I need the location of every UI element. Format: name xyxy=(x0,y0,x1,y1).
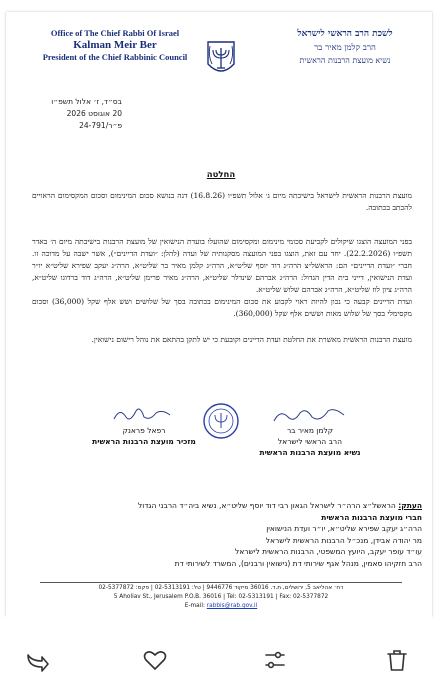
edit-icon[interactable] xyxy=(262,647,288,673)
heart-icon[interactable] xyxy=(142,647,168,673)
gregorian-date: 20 אוגוסט 2026 xyxy=(66,109,122,118)
paragraph-2: בפני המועצה הוצגו שיקולים לקביעת סכומי מינימום ומקסימום שהועלו בועדת הנישואין של מועצת הרבנות בישיבתה מיום ה׳ באדר תשפ״ו (22.2.2026). יחד עם זאת, הוצגו בפני המועצה מסקנותיה של ועדה (להלן: ״ועדת הדיינים״), אשר ישבה על מדוכה זו. חברי ״ועדת הדיינים״ הם: הראשל״צ הרה״ג דוד יוסף שליט״א, הרה״ג קלמן מאיר בר שליט״א, הרה״ג יעקב שפירא שליט״א יו״ר ועדת הנישואין, דייני בית הדין הגדול: הרה״ג אברהם שינדלר שליט״א, הרה״ג מאיר פרימן שליט״א, הרה״ג דוד ברדוגו שליט״א, הרה״ג ציון לוז שליט״א, הרה״ג אברהם שלוש שליט״א. xyxy=(32,237,412,294)
title-he: נשיא מועצת הרבנות הראשית xyxy=(299,56,391,65)
copies-line-6: הרב חזקיהו סאמין, מנהל אגף שירותי דת (נישואין ורבנים), המשרד לשירותי דת xyxy=(174,558,422,568)
handwritten-signature-left xyxy=(84,403,204,425)
name-en: Kalman Meir Ber xyxy=(73,39,157,51)
secretary-title: מזכיר מועצת הרבנות הראשית xyxy=(92,437,196,446)
copies-list xyxy=(42,500,422,569)
status-bar xyxy=(0,0,442,12)
official-seal-icon xyxy=(202,402,240,440)
chief-rabbi-title-2: נשיא מועצת הרבנות הראשית xyxy=(259,448,361,457)
copies-line-2: חברי מועצת הרבנות הראשית xyxy=(321,512,422,522)
letterhead-english xyxy=(30,28,200,62)
signature-chief-rabbi xyxy=(250,403,370,458)
paragraph-1: מועצת הרבנות הראשית לישראל בישיבתה מיום ג׳ אלול תשפ״ו (16.8.26) דנה בנושא סכום המינימום וסכום המקסימום הראויים להכתב בכתובה. xyxy=(32,191,412,212)
letterhead-hebrew xyxy=(270,28,420,65)
office-he: לשכת הרב הראשי לישראל xyxy=(297,29,393,39)
handwritten-signature-right xyxy=(250,403,370,425)
email-label: E-mail: xyxy=(184,603,205,609)
copies-line-5: עו״ד עופר יעקב, היועץ המשפטי, הרבנות הראשית לישראל xyxy=(235,547,422,556)
copies-label: העתק: xyxy=(398,501,422,510)
reference-number: פ״ר/24-791 xyxy=(79,121,122,130)
hebrew-date: בס״ד, ז׳ אלול תשפ״ו xyxy=(51,97,122,106)
copies-line-3: הרה״ג יעקב שפירא שליט״א, יו״ר ועדת הנישואין xyxy=(266,524,422,533)
action-bar xyxy=(0,617,442,680)
share-icon[interactable] xyxy=(24,647,50,673)
secretary-name: רפאל פראנק xyxy=(122,426,166,435)
decision-title: החלטה xyxy=(206,170,236,180)
chief-rabbi-name: קלמן מאיר בר xyxy=(286,426,334,435)
name-he: הרב קלמן מאיר בר xyxy=(314,43,376,53)
reference-block xyxy=(42,96,122,132)
copies-line-1: העתק: הראשל״צ הרה״ר לישראל הגאון רבי דוד יוסף שליט״א, נשיא ביה״ד הרבני הגדול xyxy=(138,501,422,510)
footer-divider xyxy=(40,582,402,583)
copies-line-4: מר יהודה אבידן, מנכ״ל הרבנות הראשית לישראל xyxy=(265,535,422,545)
email-link[interactable]: rabbis@rab.gov.il xyxy=(206,603,258,609)
title-en: President of the Chief Rabbinic Council xyxy=(42,52,188,62)
paragraph-4: מועצת הרבנות הראשית מאשרת את החלטת ועדת הדיינים וקובעת כי יש לתקן בהתאם את נוהל רישום נישואין. xyxy=(91,335,412,344)
footer-email-row xyxy=(40,602,402,611)
state-emblem-icon xyxy=(204,38,238,78)
paragraph-3: ועדת הדיינים קבעה כי נכון להיות ראוי לקבוע את סכום המינימום בכתובה בסך של שלושים ושש אלף שקל (36,000) וסכום מקסימלי בסך של שלוש מאות וששים אלף שקל (360,000). xyxy=(32,297,412,318)
footer xyxy=(40,584,402,611)
office-en: Office of The Chief Rabbi Of Israel xyxy=(50,28,180,38)
footer-address-he: רח׳ אהליאב 5, ירושלים, ת.ד. 36016 מיקוד 9446776 | טל: 02-5313191 | פקס: 02-5377872 xyxy=(98,585,344,591)
signature-secretary xyxy=(84,403,204,447)
chief-rabbi-title-1: הרב הראשי לישראל xyxy=(277,437,343,446)
trash-icon[interactable] xyxy=(384,647,410,673)
footer-address-en: 5 Aholiav St., Jerusalem P.O.B. 36016 | Tel: 02-5313191 | Fax: 02-5377872 xyxy=(113,594,329,600)
